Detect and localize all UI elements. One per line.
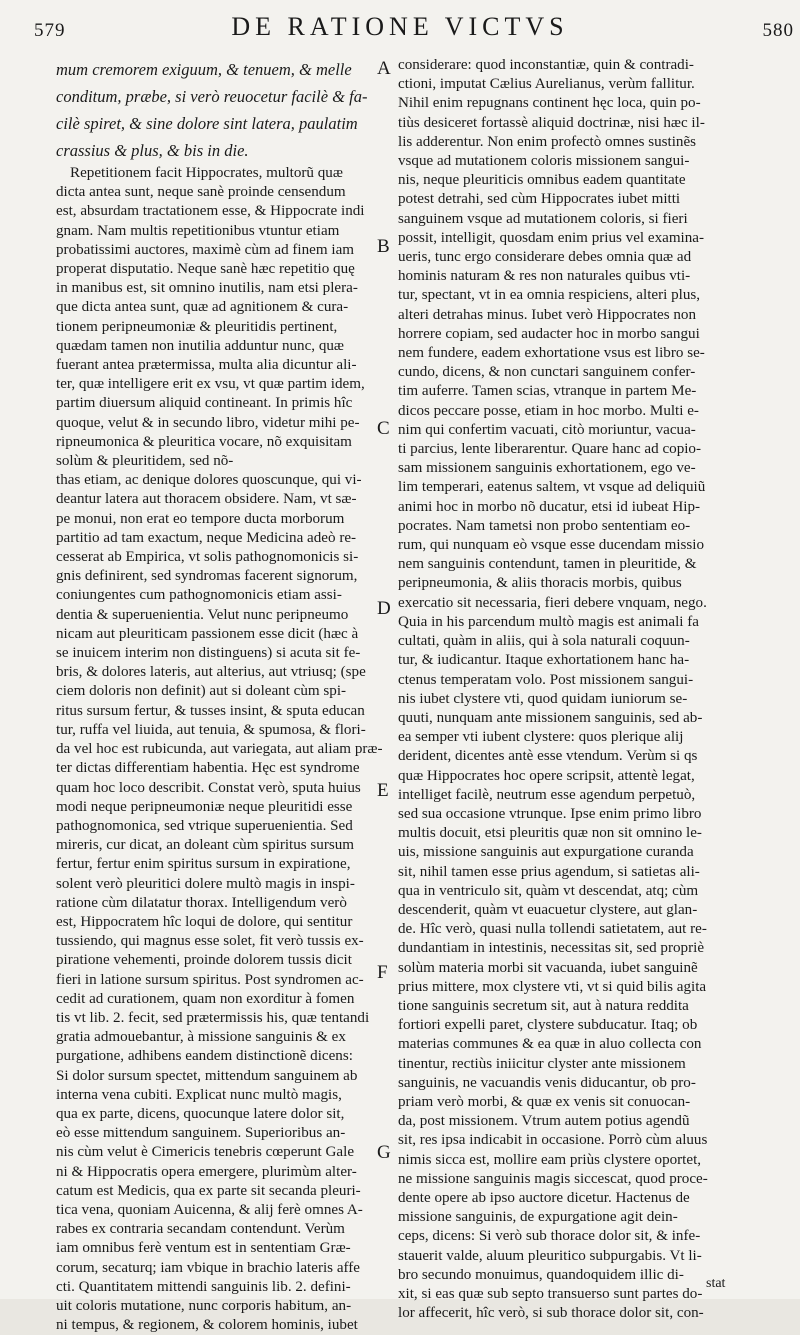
text-line: bris, & dolores lateris, aut alterius, aut vtriusq; (spe [56, 664, 366, 681]
text-line: lis adderentur. Non enim profectò omnes sustinẽs [398, 133, 697, 150]
text-line: mireris, cur dicat, an doleant cùm spiritus sursum [56, 837, 355, 854]
text-line: cti. Quantitatem mittendi sanguinis lib. 2. defini- [56, 1278, 351, 1295]
text-line: properat disputatio. Neque sanè hæc repetitio quę [56, 261, 355, 278]
text-line: qua in ventriculo sit, quàm vt descendat, atq; cùm [398, 882, 699, 899]
margin-marker-g: G [377, 1142, 391, 1163]
margin-marker-f: F [377, 962, 388, 983]
text-line: catum est Medicis, qua ex parte sit secanda pleuri- [56, 1182, 361, 1199]
text-line: ratione cùm dilatatur thorax. Intelligendum verò [56, 894, 347, 911]
text-line: derident, dicentes antè esse vtendum. Verùm si qs [398, 748, 698, 765]
text-line: missione sanguinis, de expurgatione agit dein- [398, 1209, 678, 1226]
text-line: coniungentes cum pathognomonicis etiam assi- [56, 587, 342, 604]
text-line: solùm & pleuritidem, sed nõ- [56, 453, 234, 470]
text-line: quædam tamen non inutilia adduntur nunc, quæ [56, 337, 344, 354]
text-line: lim temperari, eatenus saltem, vt vsque ad deliquiũ [398, 479, 706, 496]
text-line: interna vena cubiti. Explicat nunc multò magis, [56, 1086, 342, 1103]
text-line: partim diuersum aliquid contineant. In primis hîc [56, 395, 353, 412]
text-line: pathognomonica, sed vtrique superuenientia. Sed [56, 817, 353, 834]
text-line: uit coloris mutatione, nunc corporis habitum, an- [56, 1297, 352, 1314]
text-line: sam missionem sanguinis exhortationem, ego ve- [398, 460, 696, 477]
text-line: Repetitionem facit Hippocrates, multorũ quæ [70, 165, 343, 181]
text-line: multis docuit, etsi pleuritis quæ non sit omnino le- [398, 825, 702, 842]
text-line: piratione vehementi, proinde dolorem tussis dicit [56, 952, 352, 969]
text-line: bro secundo monuimus, quandoquidem illic di- [398, 1266, 684, 1283]
margin-marker-c: C [377, 418, 390, 439]
text-line: dentia & superuenientia. Velut nunc peripneumo [56, 606, 349, 623]
text-line: cultati, quàm in aliis, qui à sola naturali coquun- [398, 633, 690, 650]
margin-marker-e: E [377, 780, 389, 801]
text-line: tione sanguinis secretum sit, aut à natura reddita [398, 997, 689, 1014]
text-line: gnam. Nam multis repetitionibus vtuntur etiam [56, 222, 340, 239]
text-line: ni tempus, & regionem, & colorem hominis, iubet [56, 1317, 358, 1334]
running-title: DE RATIONE VICTVS [231, 12, 569, 41]
text-line: dicta antea sunt, neque sanè proinde censendum [56, 184, 346, 201]
text-line: fieri in latione sursum spiritus. Post syndromen ac- [56, 971, 364, 988]
text-line: prius mittere, mox clystere vti, vt si quid bilis agita [398, 978, 707, 995]
text-line: nimis sicca est, mollire eam priùs clystere oportet, [398, 1151, 702, 1168]
text-line: cundo, dicens, & non cunctari sanguinem confer- [398, 364, 696, 381]
text-line: ritus sursum fertur, & tusses insint, & sputa educan [56, 702, 365, 719]
text-line: gnis definirent, sed syndromas facerent signorum, [56, 568, 358, 585]
text-line: modi neque peripneumoniæ neque pleuritidi esse [56, 798, 353, 815]
catchword: stat [706, 1276, 726, 1291]
text-line: de. Hîc verò, quasi nulla tollendi satietatem, aut re- [398, 921, 707, 938]
margin-marker-a: A [377, 58, 391, 79]
text-line: tis vt lib. 2. fecit, sed prætermissis his, quæ tentandi [56, 1009, 370, 1026]
text-line: ciem doloris non definit) aut si doleant cùm spi- [56, 683, 347, 700]
text-line: probatissimi auctores, maximè cùm ad finem iam [56, 241, 355, 258]
text-line: se inuicem interim non distinguens) si acuta sit fe- [56, 645, 361, 662]
text-line: deantur latera aut thoracem obsidere. Nam, vt sæ- [56, 491, 357, 508]
text-line: quæ Hippocrates hoc opere scripsit, attentè legat, [398, 767, 695, 784]
text-line: sanguinem vsque ad mutationem coloris, si fieri [398, 210, 688, 227]
text-line: da, post missionem. Vtrum autem potius agendũ [398, 1113, 690, 1130]
text-line: tur, & iudicantur. Itaque exhortationem hanc ha- [398, 652, 690, 669]
text-line: ter dictas differentiam habentia. Hęc est syndrome [56, 760, 360, 777]
text-line: vsque ad mutationem coloris missionem sangui- [398, 153, 690, 170]
text-line: nis iubet clystere vti, quod quidam iuniorum se- [398, 690, 688, 707]
text-line: rum, qui nunquam eò vsque esse ducendam missio [398, 537, 705, 554]
text-line: descenderit, quàm vt euacuetur clystere, aut glan- [398, 901, 698, 918]
text-line: cedit ad curationem, quam non exorditur à fomen [56, 990, 355, 1007]
text-line: est, absurdam tractationem esse, & Hippocrate indi [56, 203, 365, 220]
text-line: tur, ruffa vel liuida, aut tenuia, & spumosa, & flori- [56, 721, 366, 738]
text-line: cesserat ab Empirica, vt solis pathognomonicis si- [56, 549, 359, 566]
text-line: ceps, dicens: Si verò sub thorace dolor sit, & infe- [398, 1228, 701, 1245]
text-line: sit, nihil tamen esse prius agendum, si satietas ali- [398, 863, 700, 880]
text-line: da vel hoc est rubicunda, aut variegata, aut aliam præ- [56, 741, 383, 758]
text-line: dundantiam in intestinis, necessitas sit, sed propriè [398, 940, 705, 957]
text-line: crassius & plus, & bis in die. [56, 141, 249, 160]
text-line: eò esse mittendum sanguinem. Superioribus an- [56, 1125, 346, 1142]
text-line: solùm materia morbi sit vacuanda, iubet sanguinẽ [398, 959, 698, 976]
text-line: tica vena, quoniam Auicenna, & alij ferè omnes A- [56, 1201, 363, 1218]
text-line: nis, neque pleuriticis omnibus eadem quantitate [398, 172, 686, 189]
text-line: ne missione sanguinis magis siccescat, quod proce- [398, 1170, 708, 1187]
text-line: solent verò pleuritici dolere multò magis in inspi- [56, 875, 355, 892]
text-line: qua ex parte, dicens, quocunque latere dolor sit, [56, 1105, 345, 1122]
text-line: quam hoc loco describit. Constat verò, sputa huius [56, 779, 361, 796]
text-line: ea semper vti iubent clystere: quos plerique alij [398, 729, 684, 746]
text-line: dente opere ab ipso auctore dicetur. Hactenus de [398, 1189, 690, 1206]
text-line: quoque, velut & in secundo libro, videtur mihi pe- [56, 414, 360, 431]
text-line: que dicta antea sunt, quæ ad agnitionem & cura- [56, 299, 349, 316]
text-line: in manibus est, sit omnino inutilis, nam etsi plera- [56, 280, 358, 297]
text-line: tim auferre. Tamen scias, vtranque in partem Me- [398, 383, 697, 400]
text-line: nis cùm velut è Cimericis tenebris cœperunt Gale [56, 1144, 355, 1161]
text-line: ripneumonica & pleuritica vocare, nõ exquisitam [56, 433, 352, 450]
text-line: potest detrahi, sed cùm Hippocrates iubet mitti [398, 191, 681, 208]
text-line: animi hoc in morbo nõ ducatur, etsi id iubeat Hip- [398, 498, 701, 515]
text-line: Nihil enim repugnans continent hęc loca, quin po- [398, 95, 701, 112]
text-line: cilè spiret, & sine dolore sint latera, paulatim [56, 114, 358, 133]
text-line: horrere copiam, sed audacter hoc in morbo sangui [398, 325, 700, 342]
text-line: tinentur, rectiùs iniicitur clyster ante missionem [398, 1055, 686, 1072]
text-line: tiùs desiceret fortassè aliquid doctrinæ, nisi hæc il- [398, 114, 705, 131]
text-line: sed sua occasione vtrunque. Ipse enim primo libro [398, 805, 702, 822]
text-line: rabes ex contraria secandam contendunt. Verùm [56, 1221, 345, 1238]
text-line: iam omnibus ferè ventum est in sententiam Græ- [56, 1240, 351, 1257]
margin-marker-b: B [377, 236, 390, 257]
page-header [0, 8, 800, 48]
text-line: mum cremorem exiguum, & tenuem, & melle [56, 60, 352, 79]
text-line: sit, res ipsa indicabit in occasione. Porrò cùm aluus [398, 1132, 708, 1149]
page-number-right: 580 [762, 20, 794, 41]
text-line: dicos peccare posse, etiam in hoc morbo. Multi e- [398, 402, 699, 419]
text-line: Quia in his parcendum multò magis est animali fa [398, 613, 699, 630]
text-line: possit, intelligit, quosdam enim prius vel examina- [398, 229, 705, 246]
text-line: sanguinis, ne vacuandis venis diducantur, ob pro- [398, 1074, 696, 1091]
text-line: xit, si eas quæ sub septo transuerso sunt partes do- [398, 1286, 703, 1302]
text-line: gratia admouebantur, à missione sanguinis & ex [56, 1029, 346, 1046]
text-line: peripneumonia, & aliis thoracis morbis, quibus [398, 575, 682, 592]
text-line: considerare: quod inconstantiæ, quin & contradi- [398, 57, 694, 73]
text-line: corum, secaturq; iam vbique in brachio lateris affe [56, 1259, 360, 1276]
text-line: nicam aut pleuriticam passionem esse dicit (hæc à [56, 625, 359, 642]
text-line: materias communes & ea quæ in aluo collecta con [398, 1036, 702, 1053]
text-line: intelliget facilè, neutrum esse agendum perpetuò, [398, 786, 696, 803]
text-line: ni & Hippocratis opera emergere, plurimùm alter- [56, 1163, 357, 1180]
text-line: nem fundere, eadem exhortatione vsus est libro se- [398, 345, 705, 362]
text-line: stauerit valde, aluum pleuritico subpurgabis. Vt li- [398, 1247, 702, 1264]
text-line: est, Hippocratem hîc loqui de dolore, qui sentitur [56, 913, 353, 930]
text-line: tur, spectant, vt in ea omnia respiciens, alteri plus, [398, 287, 701, 304]
page-number-left: 579 [34, 20, 66, 41]
text-line: ti parcius, lente liberarentur. Quare hanc ad copio- [398, 441, 702, 458]
text-line: fuerant antea prætermissa, multa alia dicuntur ali- [56, 357, 357, 374]
text-line: nem sanguinis contendunt, tamen in pleuritide, & [398, 556, 697, 573]
text-line: exercatio sit necessaria, fieri debere vnquam, nego. [398, 594, 707, 611]
text-line: uis, missione sanguinis aut expurgatione curanda [398, 844, 694, 861]
text-line: quuti, nunquam ante missionem sanguinis, sed ab- [398, 709, 703, 726]
text-line: lor affecerit, hîc verò, si sub thorace dolor sit, con- [398, 1305, 704, 1322]
text-line: conditum, præbe, si verò reuocetur facilè & fa- [56, 87, 368, 106]
text-line: thas etiam, ac denique dolores quoscunque, qui vi- [56, 472, 362, 489]
text-line: pocrates. Nam tametsi non probo sententiam eo- [398, 517, 691, 534]
text-line: alteri detrahas minus. Iubet verò Hippocrates non [398, 306, 697, 323]
text-line: priam verò morbi, & quæ ex venis sit conuocan- [398, 1093, 691, 1110]
text-line: tussiendo, qui magnus esse solet, fit verò tussis ex- [56, 933, 364, 950]
text-line: ter, quæ intelligere erit ex vsu, vt quæ partim idem, [56, 376, 365, 393]
text-line: tionem peripneumoniæ & pleuritidis pertinent, [56, 318, 338, 335]
margin-marker-d: D [377, 598, 391, 619]
text-line: ctenus temperatam volo. Post missionem sangui- [398, 671, 694, 688]
text-line: hominis naturam & res non naturales quibus vti- [398, 268, 691, 285]
text-line: Si dolor sursum spectet, mittendum sanguinem ab [56, 1067, 358, 1084]
text-line: fertur, fertur enim spiritus sursum in expiratione, [56, 856, 351, 873]
text-line: ueris, tunc ergo considerare debes omnia quæ ad [398, 249, 692, 266]
text-line: purgatione, adhibens eandem distinctionẽ dicens: [56, 1048, 353, 1065]
text-line: nim qui confertim vacuati, citò moriuntur, vacua- [398, 421, 696, 438]
left-text-column [56, 56, 383, 1334]
text-line: pe monui, non erat eo tempore ducta morborum [56, 510, 345, 527]
text-line: ctioni, imputat Cælius Aurelianus, verùm fallitur. [398, 76, 695, 93]
text-line: fortiori expelli paret, clystere subducatur. Itaq; ob [398, 1017, 698, 1034]
text-line: partitio ad tam exactum, neque Medicina adeò re- [56, 529, 357, 546]
